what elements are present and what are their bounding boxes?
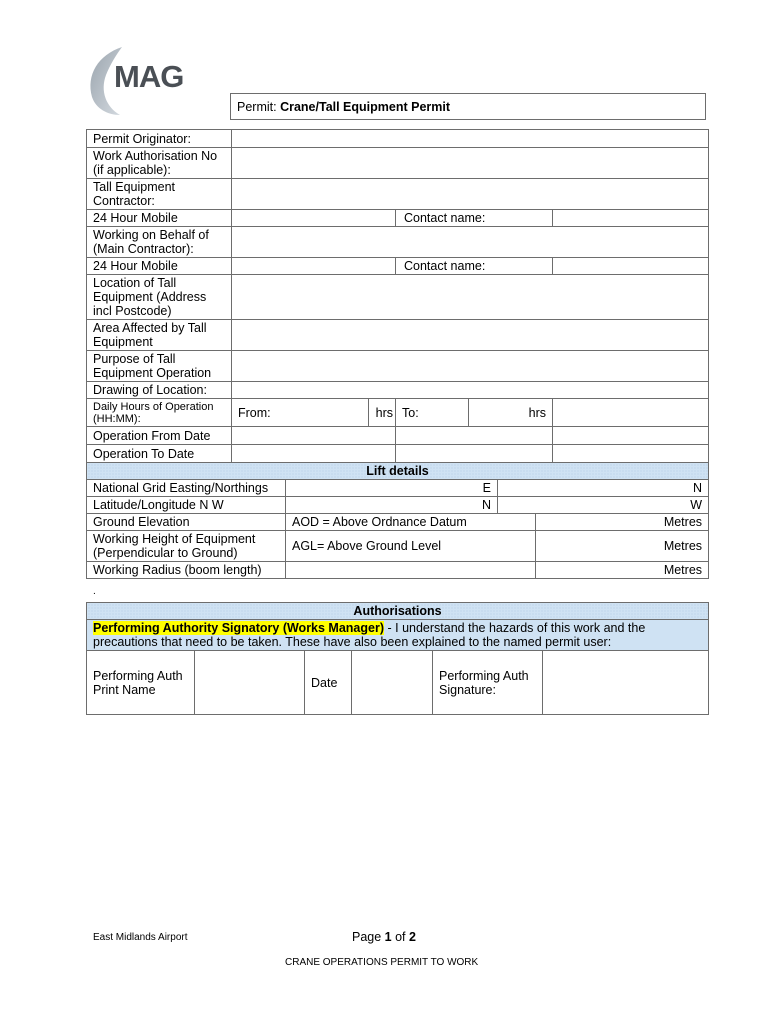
work-auth-field[interactable] [232, 148, 709, 179]
contact-name-field-1[interactable] [553, 210, 709, 227]
latitude-field[interactable]: N [286, 497, 498, 514]
permit-label: Permit: [237, 100, 277, 114]
authorisations-title: Authorisations [87, 603, 709, 620]
print-name-label: Performing Auth Print Name [87, 651, 195, 715]
working-height-label: Working Height of Equipment (Perpendicular to Ground) [87, 531, 286, 562]
op-to-date-field-2[interactable] [396, 445, 553, 463]
longitude-field[interactable]: W [498, 497, 709, 514]
mobile-field-2[interactable] [232, 258, 396, 275]
permit-originator-label: Permit Originator: [87, 130, 232, 148]
from-label: From: [232, 399, 369, 427]
page-total: 2 [409, 930, 416, 944]
signature-label: Performing Auth Signature: [433, 651, 543, 715]
originator-table [86, 129, 709, 463]
contractor-label: Tall Equipment Contractor: [87, 179, 232, 210]
area-affected-field[interactable] [232, 320, 709, 351]
grid-label: National Grid Easting/Northings [87, 480, 286, 497]
page-prefix: Page [352, 930, 385, 944]
dot-mark: . [93, 586, 96, 597]
contractor-field[interactable] [232, 179, 709, 210]
on-behalf-label: Working on Behalf of (Main Contractor): [87, 227, 232, 258]
drawing-field[interactable] [232, 382, 709, 399]
working-height-field[interactable]: Metres [536, 531, 709, 562]
permit-originator-field[interactable] [232, 130, 709, 148]
work-auth-label: Work Authorisation No (if applicable): [87, 148, 232, 179]
lift-details-table [86, 462, 709, 579]
working-radius-field[interactable]: Metres [536, 562, 709, 579]
on-behalf-field[interactable] [232, 227, 709, 258]
page-of: of [391, 930, 409, 944]
op-from-date-field-2[interactable] [396, 427, 553, 445]
location-label: Location of Tall Equipment (Address incl Postcode) [87, 275, 232, 320]
contact-name-label-2: Contact name: [396, 258, 553, 275]
working-radius-label: Working Radius (boom length) [87, 562, 286, 579]
op-from-date-field-3[interactable] [553, 427, 709, 445]
authorisations-table [86, 602, 709, 715]
signatory-statement [87, 620, 709, 651]
mobile-label-1: 24 Hour Mobile [87, 210, 232, 227]
daily-hours-extra-field[interactable] [553, 399, 709, 427]
working-radius-blank [286, 562, 536, 579]
signatory-text: - I understand the hazards of this work and the precautions that need to be taken. These have also been explained to the named permit user: [93, 621, 646, 649]
aod-label: AOD = Above Ordnance Datum [286, 514, 536, 531]
permit-title-box [230, 93, 706, 120]
purpose-label: Purpose of Tall Equipment Operation [87, 351, 232, 382]
ground-elevation-label: Ground Elevation [87, 514, 286, 531]
contact-name-field-2[interactable] [553, 258, 709, 275]
page-current: 1 [384, 930, 392, 944]
signatory-highlight: Performing Authority Signatory (Works Manager) [93, 621, 385, 635]
op-to-date-label: Operation To Date [87, 445, 232, 463]
op-to-date-field-3[interactable] [553, 445, 709, 463]
location-field[interactable] [232, 275, 709, 320]
agl-label: AGL= Above Ground Level [286, 531, 536, 562]
latlong-label: Latitude/Longitude N W [87, 497, 286, 514]
hrs-label-2: hrs [469, 399, 553, 427]
mobile-label-2: 24 Hour Mobile [87, 258, 232, 275]
mag-logo [84, 45, 194, 117]
date-label: Date [305, 651, 352, 715]
daily-hours-label: Daily Hours of Operation (HH:MM): [87, 399, 232, 427]
lift-details-title: Lift details [87, 463, 709, 480]
drawing-label: Drawing of Location: [87, 382, 232, 399]
purpose-field[interactable] [232, 351, 709, 382]
date-field[interactable] [352, 651, 433, 715]
permit-type: Crane/Tall Equipment Permit [280, 100, 451, 114]
page-number [352, 930, 416, 944]
area-affected-label: Area Affected by Tall Equipment [87, 320, 232, 351]
to-label: To: [396, 399, 469, 427]
op-to-date-field[interactable] [232, 445, 396, 463]
logo-text: MAG [114, 59, 184, 94]
op-from-date-field[interactable] [232, 427, 396, 445]
hrs-label-1: hrs [369, 399, 396, 427]
print-name-field[interactable] [195, 651, 305, 715]
footer-doc-title: CRANE OPERATIONS PERMIT TO WORK [285, 957, 479, 968]
easting-field[interactable]: E [286, 480, 498, 497]
contact-name-label-1: Contact name: [396, 210, 553, 227]
footer-location: East Midlands Airport [93, 932, 188, 943]
op-from-date-label: Operation From Date [87, 427, 232, 445]
northing-field[interactable]: N [498, 480, 709, 497]
ground-elevation-field[interactable]: Metres [536, 514, 709, 531]
signature-field[interactable] [543, 651, 709, 715]
mobile-field-1[interactable] [232, 210, 396, 227]
